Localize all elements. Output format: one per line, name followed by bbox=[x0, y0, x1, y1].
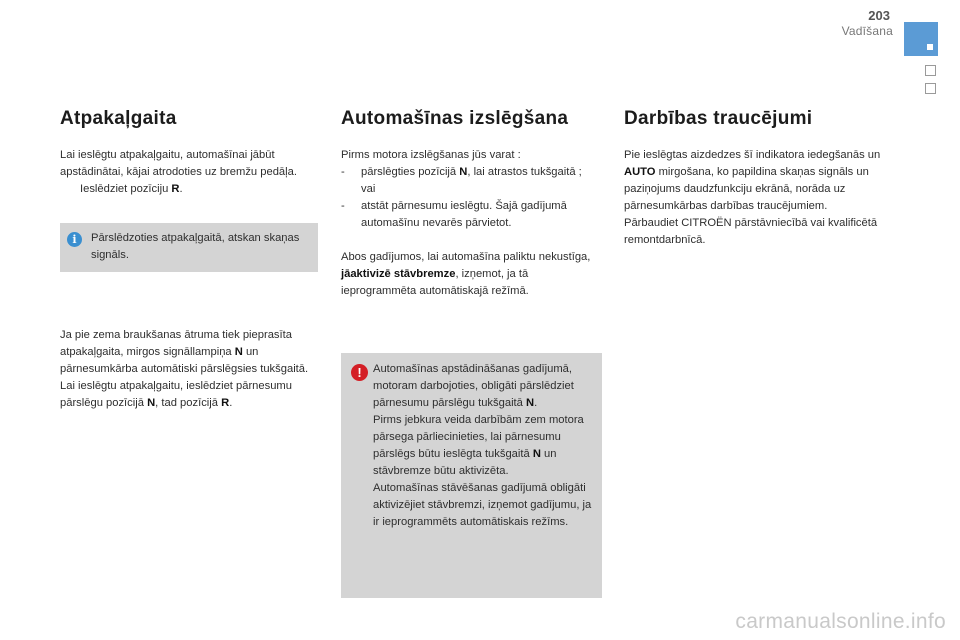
section-title: Darbības traucējumi bbox=[624, 108, 813, 129]
bullet-text: Ieslēdziet pozīciju R. bbox=[80, 183, 183, 195]
list-item-text: pārslēgties pozīcijā N, lai atrastos tukšgaitā ; bbox=[361, 166, 582, 178]
warning-box bbox=[341, 353, 602, 598]
chapter-tab-active[interactable] bbox=[904, 22, 938, 56]
malfunction-section bbox=[624, 108, 886, 249]
info-icon: i bbox=[67, 232, 82, 247]
warning-icon: ! bbox=[351, 364, 368, 381]
tab-dot bbox=[927, 44, 933, 50]
list-item bbox=[341, 164, 601, 198]
info-box bbox=[60, 223, 318, 272]
paragraph: Pirms motora izslēgšanas jūs varat : bbox=[341, 149, 521, 161]
paragraph: Lai ieslēgtu atpakaļgaitu, automašīnai jābūt apstādinātai, kājai atrodoties uz bremžu pedāļa. bbox=[60, 149, 297, 178]
or-word: vai bbox=[361, 183, 376, 195]
list-item-text: atstāt pārnesumu ieslēgtu. Šajā gadījumā automašīnu nevarēs pārvietot. bbox=[361, 200, 567, 229]
bullet-item bbox=[60, 181, 318, 198]
page-number: 203 bbox=[868, 8, 890, 23]
warning-text: Automašīnas apstādināšanas gadījumā, motoram darbojoties, obligāti pārslēdziet pārnesumu pārslēgu tukšgaitā N. Pirms jebkura veida darbībām zem motora pārsega pārliecinieties, lai pārnesumu pārslēgs būtu ieslēgta tukšgaitā N un stāvbremze būtu aktivizēta. Automašīnas stāvēšanas gadījumā obligāti aktivizējiet stāvbremzi, izņemot gadījumu, ja ir ieprogrammēts automātiskais režīms. bbox=[373, 363, 592, 528]
list-item bbox=[341, 198, 601, 232]
section-name: Vadīšana bbox=[841, 24, 893, 38]
paragraph: Ja pie zema braukšanas ātruma tiek pieprasīta atpakaļgaita, mirgos signāllampiņa N un pārnesumkārba automātiski pārslēgsies tukšgaitā. Lai ieslēgtu atpakaļgaitu, ieslēdziet pārnesumu pārslēgu pozīcijā N, tad pozīcijā R. bbox=[60, 329, 309, 409]
section-title: Atpakaļgaita bbox=[60, 108, 177, 129]
paragraph: Pie ieslēgtas aizdedzes šī indikatora iedegšanās un AUTO mirgošana, ko papildina skaņas signāls un paziņojums daudzfunkciju ekrānā, norāda uz pārnesumkārbas darbības traucējumiem. Pārbaudiet CITROËN pārstāvniecībā vai kvalificētā remontdarbnīcā. bbox=[624, 149, 881, 246]
paragraph: Abos gadījumos, lai automašīna paliktu nekustīga, jāaktivizē stāvbremze, izņemot, ja tā ieprogrammēta automātiskajā režīmā. bbox=[341, 251, 591, 297]
list-dash: - bbox=[341, 166, 345, 178]
section-title: Automašīnas izslēgšana bbox=[341, 108, 569, 129]
engine-off-section bbox=[341, 108, 601, 300]
info-text: Pārslēdzoties atpakaļgaitā, atskan skaņas signāls. bbox=[91, 232, 300, 261]
chapter-tab[interactable] bbox=[925, 65, 936, 76]
chapter-tab[interactable] bbox=[925, 83, 936, 94]
list-dash: - bbox=[341, 200, 345, 212]
watermark: carmanualsonline.info bbox=[735, 610, 946, 633]
